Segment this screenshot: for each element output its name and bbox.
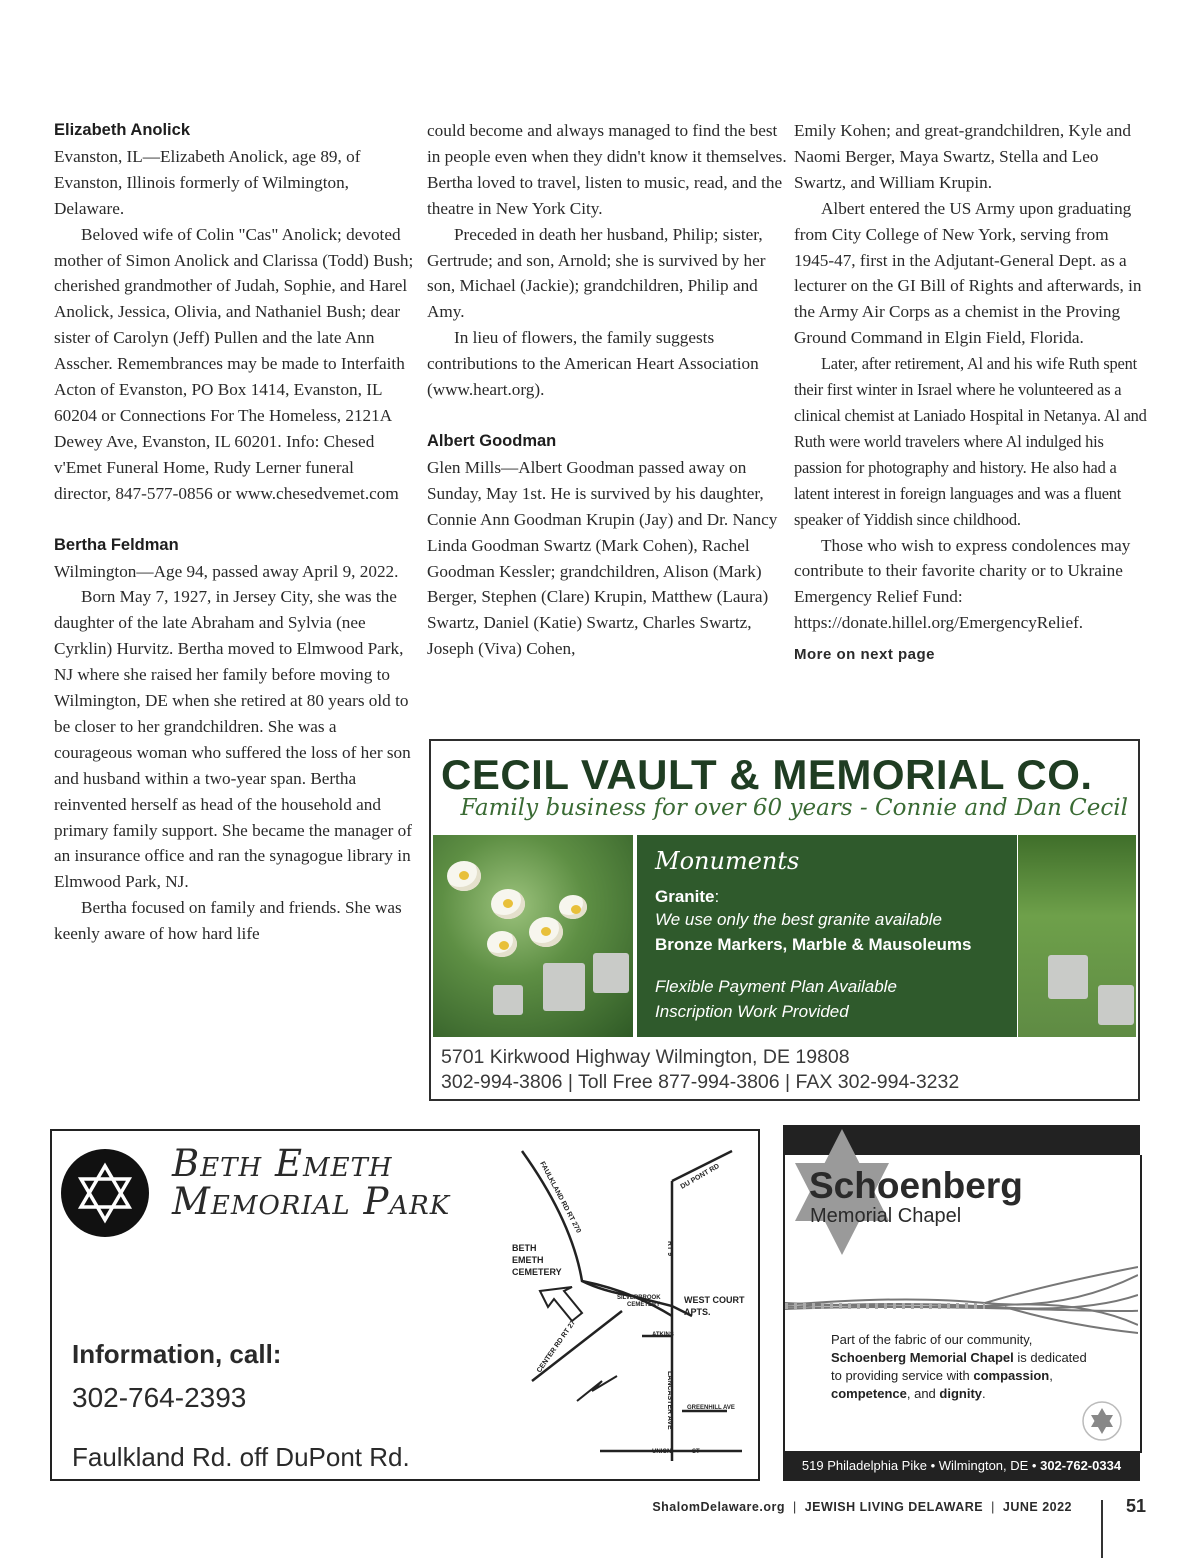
woven-threads-graphic xyxy=(785,1265,1138,1335)
map-label: WEST COURT xyxy=(684,1295,745,1305)
map-label: APTS. xyxy=(684,1307,711,1317)
ad-subtitle: Family business for over 60 years - Connie and Dan Cecil xyxy=(460,795,1128,821)
map-label: ST xyxy=(692,1449,700,1455)
directions-map xyxy=(492,1141,752,1471)
page-number: 51 xyxy=(1126,1496,1147,1516)
ad-title: CECIL VAULT & MEMORIAL CO. xyxy=(441,751,1093,798)
contact-info xyxy=(72,1339,410,1473)
map-label: RT 9 xyxy=(666,1241,673,1257)
obituary-text: Evanston, IL—Elizabeth Anolick, age 89, of Evanston, Illinois formerly of Wilmington, Delaware. xyxy=(54,146,361,218)
obituary-column-1 xyxy=(54,118,414,947)
ad-address: 5701 Kirkwood Highway Wilmington, DE 19808 302-994-3806 | Toll Free 877-994-3806 | FAX 302-994-3232 xyxy=(441,1046,960,1093)
obituary-text: Glen Mills—Albert Goodman passed away on Sunday, May 1st. He is survived by his daughter, Connie Ann Goodman Krupin (Jay) and Dr. Nancy Linda Goodman Swartz (Mark Cohen), Rachel Goodman Kessler; grandchildren, Alison (Mark) Berger, Stephen (Clare) Krupin, Matthew (Laura) Swartz, Daniel (Katie) Swartz, Charles Swartz, Joseph (Viva) Cohen, xyxy=(427,457,778,659)
obituary-text: In lieu of flowers, the family suggests contributions to the American Heart Association (www.heart.org). xyxy=(427,328,759,400)
obituary-text: could become and always managed to find the best in people even when they didn't know it themselves. Bertha loved to travel, listen to music, read, and the theatre in New York City. xyxy=(427,121,787,218)
inscription-work: Inscription Work Provided xyxy=(655,1002,849,1021)
map-label: EMETH xyxy=(512,1255,544,1265)
flowers-photo xyxy=(433,835,633,1037)
map-label: CEMETERY xyxy=(627,1302,661,1308)
map-label: LANCASTER AVE xyxy=(666,1371,673,1430)
obituary-text: Wilmington—Age 94, passed away April 9, 2022. xyxy=(54,561,399,581)
beth-emeth-ad xyxy=(50,1129,760,1481)
info-title: Information, call: xyxy=(72,1339,282,1369)
chapel-subtitle: Memorial Chapel xyxy=(810,1205,962,1227)
star-of-david-icon xyxy=(61,1149,149,1237)
obituary-name-feldman: Bertha Feldman xyxy=(54,535,179,554)
map-label: SILVERBROOK xyxy=(617,1295,661,1301)
obituary-text: Beloved wife of Colin "Cas" Anolick; devoted mother of Simon Anolick and Clarissa (Todd) Bush; cherished grandmother of Judah, Sophie, and Harel Anolick, Jessica, Olivia, and Nathaniel Bush; dear sister of Carolyn (Jeff) Pullen and the late Ann Asscher. Remembrances may be made to Interfaith Acton of Evanston, PO Box 1414, Evanston, IL 60204 or Connections For The Homeless, 2121A Dewey Ave, Evanston, IL 60201. Info: Chesed v'Emet Funeral Home, Rudy Lerner funeral director, 847-577-0856 or www.chesedvemet.com xyxy=(54,224,414,503)
obituary-text: Born May 7, 1927, in Jersey City, she was the daughter of the late Abraham and Sylvia (nee Cyrklin) Hurvitz. Bertha moved to Elmwood Park, NJ where she raised her family before moving to Wilmington, DE when she retired at 80 years old to be closer to her grandchildren. She was a courageous woman who suffered the loss of her son and husband within a two-year span. Bertha reinvented herself as head of the household and primary family support. She became the manager of an insurance office and ran the synagogue library in Elmwood Park, NJ. xyxy=(54,587,412,892)
cemetery-photo xyxy=(1018,835,1136,1037)
map-label: ATKINS xyxy=(652,1332,674,1338)
chapel-description: Part of the fabric of our community, Schoenberg Memorial Chapel is dedicated to providing service with compassion, competence, and dignity. xyxy=(831,1332,1087,1401)
granite-label: Granite: xyxy=(655,887,720,906)
footer-divider xyxy=(1101,1500,1103,1558)
chapel-footer: 519 Philadelphia Pike • Wilmington, DE • 302-762-0334 xyxy=(783,1451,1140,1481)
obituary-text: Preceded in death her husband, Philip; sister, Gertrude; and son, Arnold; she is survived by her son, Michael (Jackie); grandchildren, Philip and Amy. xyxy=(427,224,766,322)
granite-description: We use only the best granite available xyxy=(655,910,942,929)
map-label: FAULKLAND RD RT 270 xyxy=(538,1160,582,1235)
seal-icon xyxy=(1081,1400,1123,1442)
chapel-name: Schoenberg xyxy=(809,1165,1023,1206)
monuments-panel xyxy=(637,835,1017,1037)
continued-notice: More on next page xyxy=(794,646,936,664)
cemetery-name: Beth Emeth Memorial Park xyxy=(172,1142,451,1223)
obituary-text: Emily Kohen; and great-grandchildren, Kyle and Naomi Berger, Maya Swartz, Stella and Leo Swartz, and William Krupin. xyxy=(794,121,1131,192)
map-label: DU PONT RD xyxy=(679,1162,721,1191)
footer-site: ShalomDelaware.org xyxy=(652,1500,785,1514)
map-label: CEMETERY xyxy=(512,1267,562,1277)
obituary-text: Bertha focused on family and friends. She was keenly aware of how hard life xyxy=(54,898,402,944)
map-label: BETH xyxy=(512,1243,537,1253)
obituary-name-anolick: Elizabeth Anolick xyxy=(54,121,190,139)
ad-phones: 302-994-3806 | Toll Free 877-994-3806 | FAX 302-994-3232 xyxy=(441,1071,960,1093)
obituary-text: Those who wish to express condolences may contribute to their favorite charity or to Ukraine Emergency Relief Fund: https://donate.hillel.org/EmergencyRelief. xyxy=(794,535,1131,633)
obituary-text: Albert entered the US Army upon graduating from City College of New York, serving from 1945-47, first in the Adjutant-General Dept. as a lecturer on the GI Bill of Rights and afterwards, in the Army Air Corps as a chemist in the Proving Ground Command in Elgin Field, Florida. xyxy=(794,198,1142,348)
map-label: GREENHILL AVE xyxy=(687,1405,735,1411)
footer-publication: JEWISH LIVING DELAWARE xyxy=(804,1500,984,1514)
payment-plan: Flexible Payment Plan Available xyxy=(655,977,897,996)
map-label: UNION xyxy=(652,1449,672,1455)
map-label: CENTER RD RT 27 xyxy=(535,1319,578,1375)
page-footer: ShalomDelaware.org | JEWISH LIVING DELAWARE | JUNE 2022 xyxy=(652,1500,1072,1514)
monuments-heading: Monuments xyxy=(655,847,800,875)
obituary-column-3 xyxy=(794,118,1152,668)
cecil-vault-ad xyxy=(429,739,1140,1101)
schoenberg-chapel-ad xyxy=(783,1125,1140,1481)
obituary-text: Later, after retirement, Al and his wife Ruth spent their first winter in Israel where he volunteered as a clinical chemist at Laniado Hospital in Netanya. Al and Ruth were world travelers where Al indulged his passion for photography and history. He also had a latent interest in foreign languages and was a fluent speaker of Yiddish since childhood. xyxy=(794,354,1147,529)
info-phone: 302-764-2393 xyxy=(72,1382,247,1413)
obituary-column-2 xyxy=(427,118,787,662)
info-road: Faulkland Rd. off DuPont Rd. xyxy=(72,1442,410,1472)
bronze-markers: Bronze Markers, Marble & Mausoleums xyxy=(655,935,972,954)
obituary-name-goodman: Albert Goodman xyxy=(427,431,557,450)
footer-date: JUNE 2022 xyxy=(1002,1500,1072,1514)
